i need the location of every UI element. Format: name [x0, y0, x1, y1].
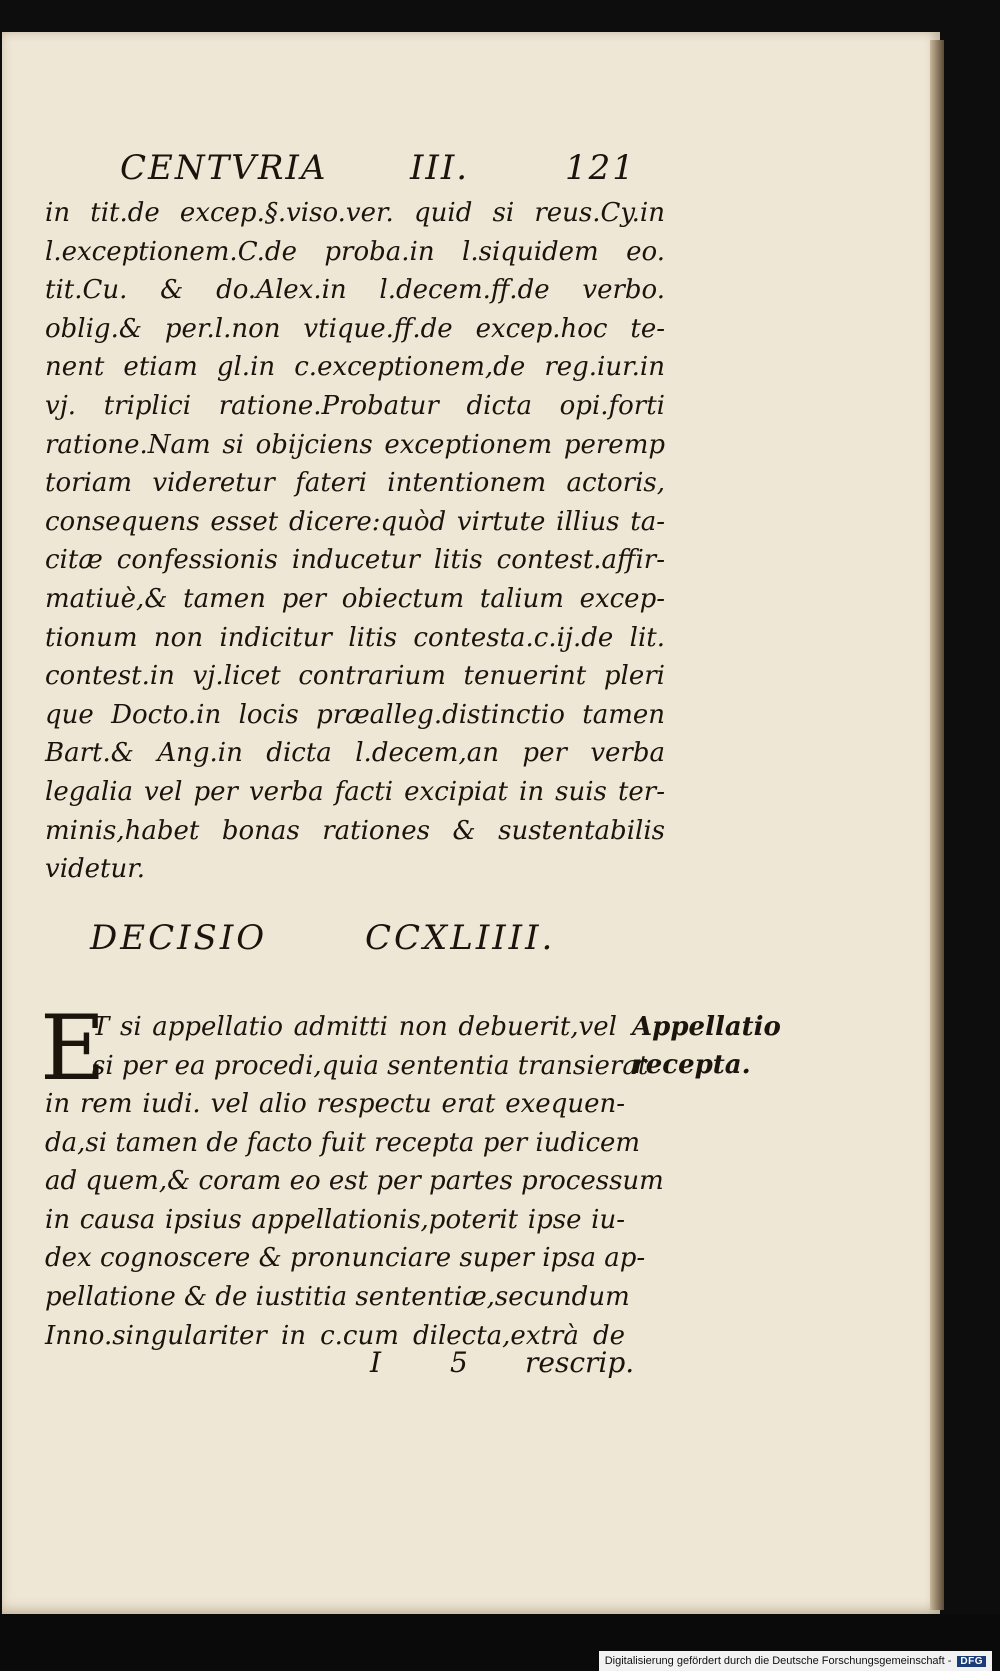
signature-number: 5 — [450, 1346, 468, 1379]
text-line: da,si tamen de facto fuit recepta per iudicem — [45, 1127, 641, 1158]
text-line: ad quem,& coram eo est per partes processum — [45, 1166, 664, 1197]
signature-letter: I — [370, 1346, 382, 1379]
text-line: oblig.& per.l.non vtique.ff.de excep.hoc te- — [45, 313, 665, 344]
text-line: videtur. — [45, 854, 146, 885]
decision-heading — [90, 918, 610, 968]
text-line: pellatione & de iustitia sententiæ,secundum — [45, 1281, 630, 1312]
text-line: que Docto.in locis præalleg.distinctio tamen — [45, 699, 665, 730]
credit-text: Digitalisierung gefördert durch die Deutsche Forschungsgemeinschaft - — [604, 1655, 952, 1667]
text-line: Inno.singulariter in c.cum dilecta,extrà de — [45, 1320, 625, 1351]
text-line: consequens esset dicere:quòd virtute illius ta- — [45, 506, 665, 537]
decision-text-indented — [92, 1008, 649, 1085]
text-line: citæ confessionis inducetur litis contest.affir- — [45, 545, 665, 576]
text-line: si per ea procedi,quia sententia transierat — [92, 1050, 649, 1081]
text-line: nent etiam gl.in c.exceptionem,de reg.iur.in — [45, 352, 665, 383]
running-head — [120, 148, 650, 188]
page-number: 121 — [565, 148, 636, 188]
running-head-title: CENTVRIA — [120, 148, 328, 188]
drop-cap-initial: E — [40, 996, 106, 1101]
text-line: in rem iudi. vel alio respectu erat exequen- — [45, 1089, 625, 1119]
text-line: dex cognoscere & pronunciare super ipsa ap- — [45, 1243, 646, 1274]
decision-text — [45, 1085, 664, 1355]
text-line: Bart.& Ang.in dicta l.decem,an per verba — [45, 738, 665, 769]
page-edge — [930, 40, 944, 1610]
digitization-credit — [599, 1651, 992, 1671]
text-line: T si appellatio admitti non debuerit,vel — [92, 1012, 617, 1042]
body-text — [45, 194, 665, 889]
text-line: minis,habet bonas rationes & sustentabilis — [45, 815, 665, 846]
text-line: matiuè,& tamen per obiectum talium excep- — [45, 583, 665, 614]
margin-note — [632, 1008, 782, 1084]
page-footer — [45, 1346, 635, 1386]
text-line: tionum non indicitur litis contesta.c.ij.de lit. — [45, 622, 665, 653]
text-line: legalia vel per verba facti excipiat in suis ter- — [45, 776, 665, 807]
text-line: tit.Cu. & do.Alex.in l.decem.ff.de verbo. — [45, 275, 665, 306]
decision-number: CCXLIIII. — [365, 918, 556, 958]
text-line: in causa ipsius appellationis,poterit ipse iu- — [45, 1204, 625, 1235]
dfg-logo: DFG — [957, 1656, 986, 1667]
catchword: rescrip. — [525, 1346, 635, 1379]
text-line: in tit.de excep.§.viso.ver. quid si reus.Cy.in — [45, 198, 665, 228]
running-head-part: III. — [410, 148, 470, 188]
text-line: contest.in vj.licet contrarium tenuerint pleri — [45, 661, 665, 692]
text-line: toriam videretur fateri intentionem actoris, — [45, 468, 665, 499]
margin-note-line: Appellatio — [632, 1012, 781, 1042]
margin-note-line: recepta. — [632, 1050, 751, 1080]
decision-label: DECISIO — [90, 918, 268, 958]
text-line: ratione.Nam si obijciens exceptionem peremp — [45, 429, 665, 460]
text-line: vj. triplici ratione.Probatur dicta opi.forti — [45, 390, 665, 421]
text-line: l.exceptionem.C.de proba.in l.siquidem eo. — [45, 236, 665, 267]
